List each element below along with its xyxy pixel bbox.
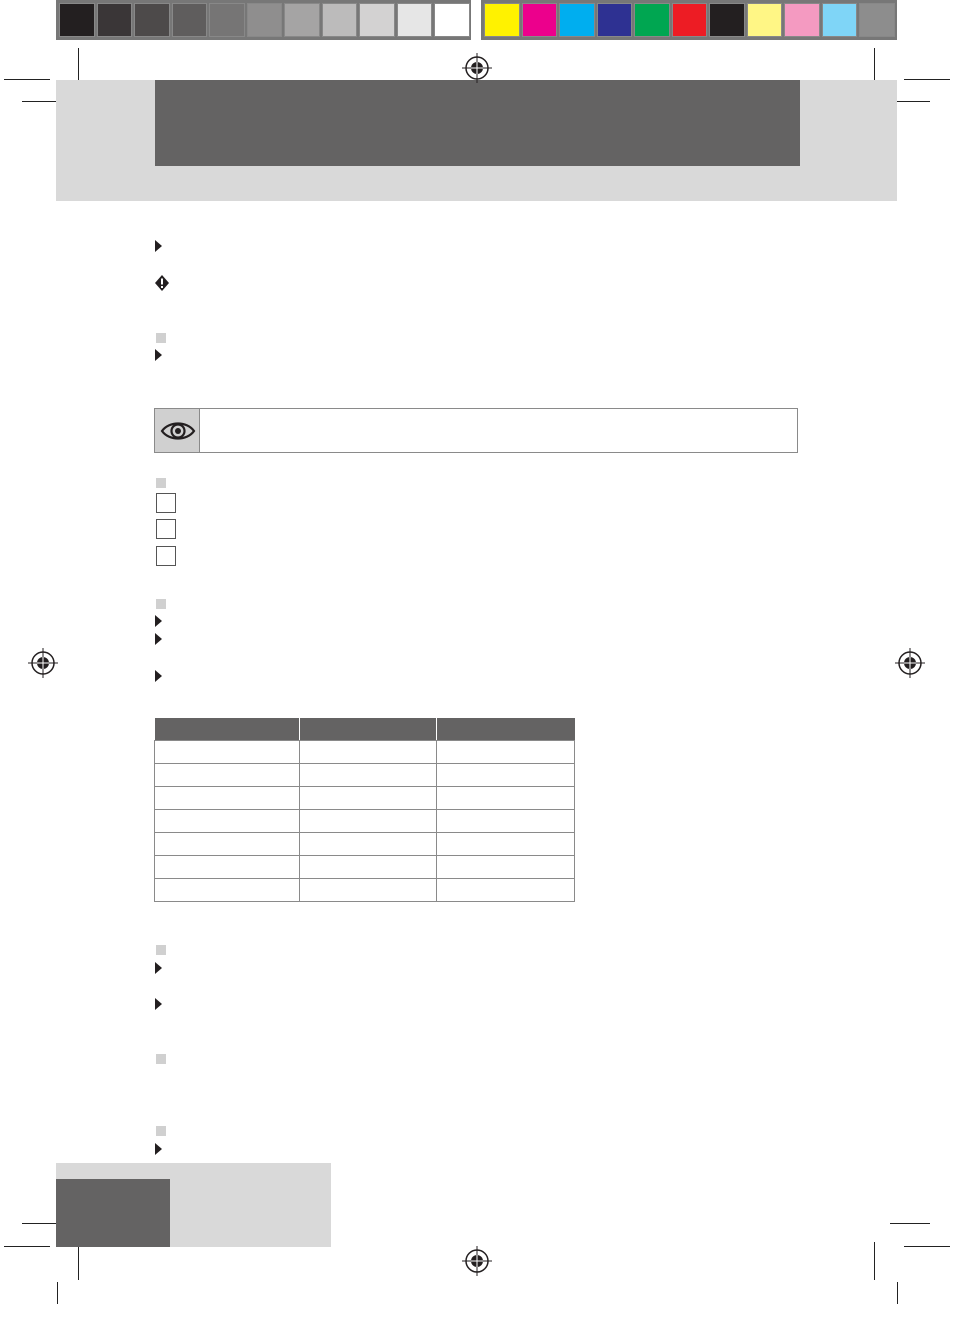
triangle-bullet-icon xyxy=(155,240,162,252)
table-row xyxy=(155,741,575,764)
section-square-icon xyxy=(156,478,166,488)
registration-mark-icon xyxy=(895,648,925,678)
table-cell xyxy=(437,787,575,810)
triangle-bullet-icon xyxy=(155,615,162,627)
color-swatch xyxy=(672,3,708,37)
triangle-bullet-icon xyxy=(155,962,162,974)
footer-page-tab xyxy=(56,1179,170,1247)
note-box xyxy=(154,408,798,453)
table-cell xyxy=(300,741,437,764)
gray-swatch xyxy=(134,3,170,37)
color-swatch xyxy=(484,3,520,37)
checkbox xyxy=(156,546,176,566)
color-swatch xyxy=(747,3,783,37)
triangle-bullet-icon xyxy=(155,998,162,1010)
color-swatch xyxy=(597,3,633,37)
gray-swatch xyxy=(284,3,320,37)
gray-swatch xyxy=(322,3,358,37)
table-cell xyxy=(300,856,437,879)
spec-table xyxy=(154,718,575,902)
crop-mark xyxy=(874,1242,875,1280)
color-swatch xyxy=(634,3,670,37)
crop-mark xyxy=(4,79,50,80)
gray-swatch xyxy=(359,3,395,37)
color-swatch xyxy=(522,3,558,37)
table-cell xyxy=(155,810,300,833)
gray-swatch xyxy=(247,3,283,37)
gray-swatch xyxy=(434,3,470,37)
color-swatch xyxy=(784,3,820,37)
table-cell xyxy=(300,879,437,902)
table-row xyxy=(155,879,575,902)
table-cell xyxy=(155,856,300,879)
table-header-row xyxy=(155,718,575,741)
color-swatch xyxy=(859,3,895,37)
triangle-bullet-icon xyxy=(155,633,162,645)
table-cell xyxy=(437,833,575,856)
gray-swatch xyxy=(97,3,133,37)
section-square-icon xyxy=(156,599,166,609)
header-title-box xyxy=(155,80,800,166)
triangle-bullet-icon xyxy=(155,349,162,361)
table-row xyxy=(155,856,575,879)
table-cell xyxy=(300,810,437,833)
table-cell xyxy=(300,764,437,787)
registration-mark-icon xyxy=(28,648,58,678)
table-row xyxy=(155,833,575,856)
checkbox xyxy=(156,519,176,539)
color-swatch xyxy=(822,3,858,37)
table-cell xyxy=(437,856,575,879)
table-cell xyxy=(155,741,300,764)
gray-swatch xyxy=(59,3,95,37)
table-cell xyxy=(300,787,437,810)
table-cell xyxy=(437,879,575,902)
crop-mark xyxy=(78,1242,79,1280)
triangle-bullet-icon xyxy=(155,1143,162,1155)
table-cell xyxy=(155,833,300,856)
table-row xyxy=(155,764,575,787)
table-header-cell xyxy=(300,718,437,741)
section-square-icon xyxy=(156,945,166,955)
triangle-bullet-icon xyxy=(155,670,162,682)
warning-icon xyxy=(155,275,169,291)
section-square-icon xyxy=(156,1126,166,1136)
color-swatch xyxy=(559,3,595,37)
table-cell xyxy=(437,764,575,787)
table-cell xyxy=(155,764,300,787)
table-header-cell xyxy=(155,718,300,741)
crop-mark xyxy=(897,1282,898,1304)
eye-icon xyxy=(160,418,196,444)
gray-swatch xyxy=(172,3,208,37)
section-square-icon xyxy=(156,333,166,343)
color-calibration-bar xyxy=(0,0,953,40)
crop-mark xyxy=(904,79,950,80)
color-swatch xyxy=(709,3,745,37)
table-cell xyxy=(155,879,300,902)
crop-mark xyxy=(890,1223,930,1224)
crop-mark xyxy=(904,1246,950,1247)
crop-mark xyxy=(4,1246,50,1247)
section-square-icon xyxy=(156,1054,166,1064)
table-row xyxy=(155,810,575,833)
table-cell xyxy=(300,833,437,856)
gray-swatch xyxy=(397,3,433,37)
checkbox xyxy=(156,493,176,513)
registration-mark-icon xyxy=(462,53,492,83)
table-cell xyxy=(155,787,300,810)
registration-mark-icon xyxy=(462,1246,492,1276)
table-cell xyxy=(437,810,575,833)
table-header-cell xyxy=(437,718,575,741)
table-row xyxy=(155,787,575,810)
crop-mark xyxy=(57,1282,58,1304)
gray-swatch xyxy=(209,3,245,37)
table-cell xyxy=(437,741,575,764)
